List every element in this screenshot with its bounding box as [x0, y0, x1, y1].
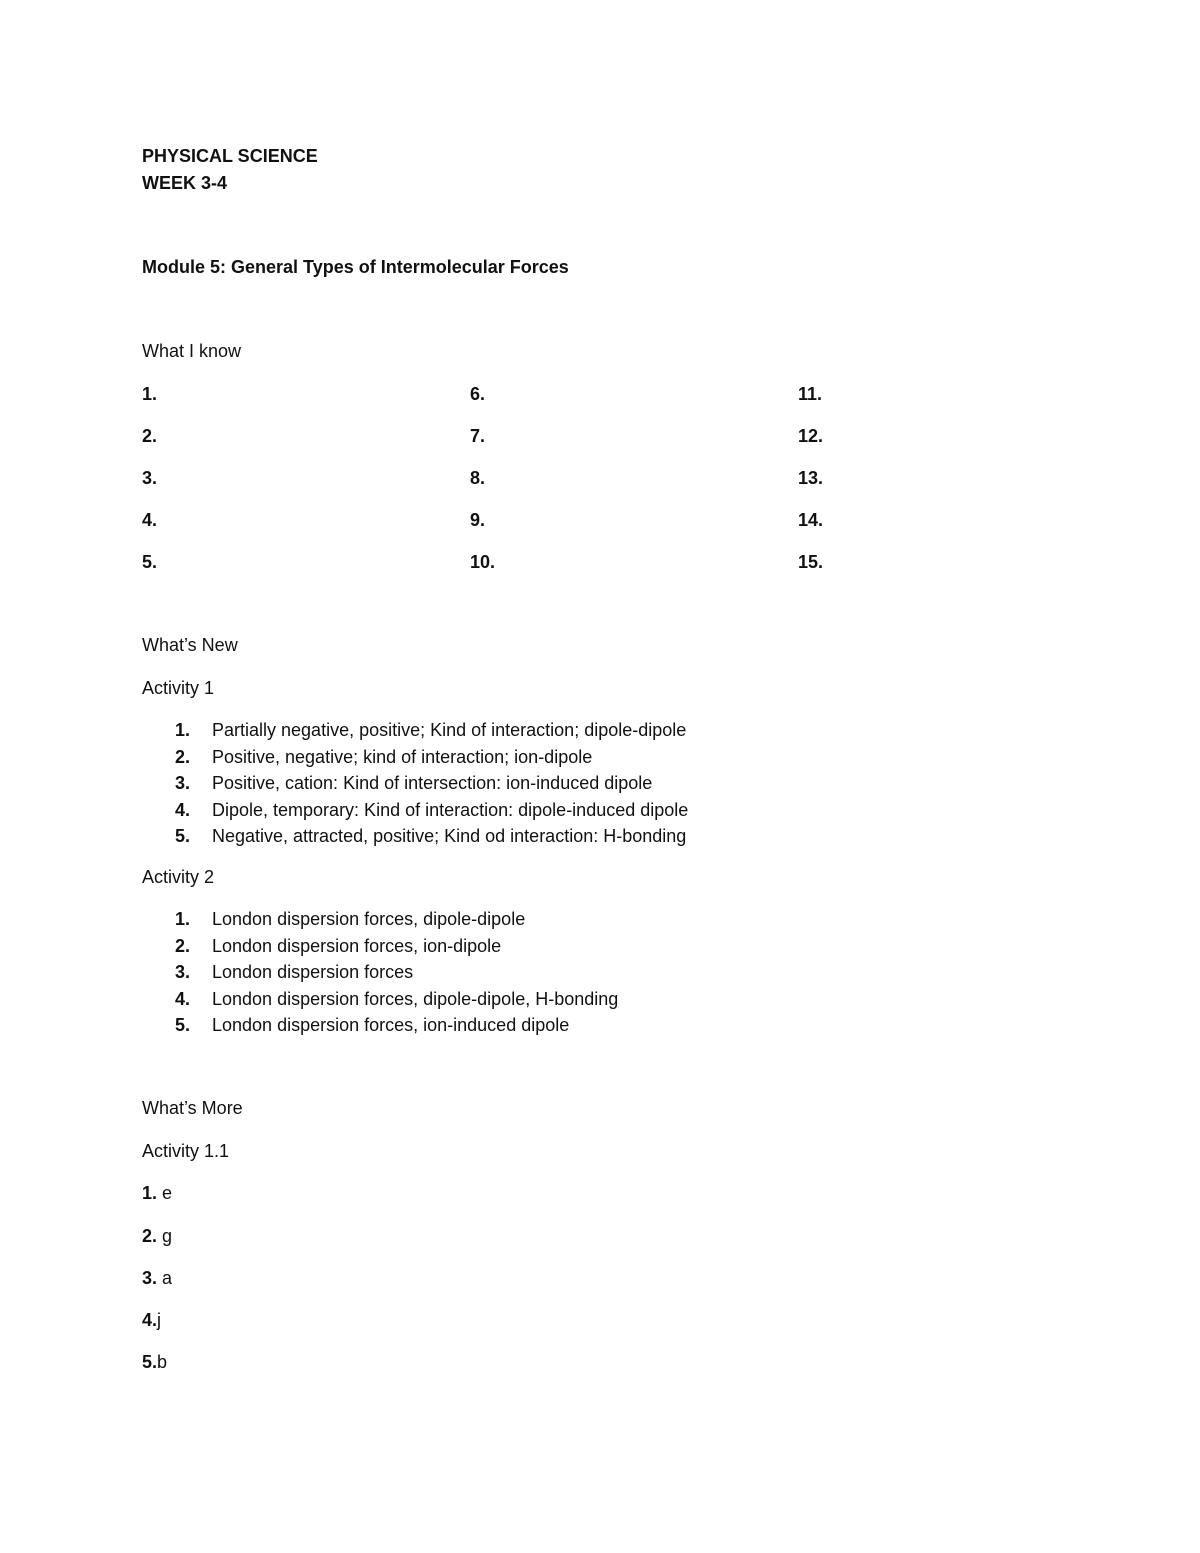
list-item-text: Positive, negative; kind of interaction; ion-dipole [212, 746, 593, 767]
module-title: Module 5: General Types of Intermolecular Forces [142, 257, 569, 277]
answer-number: 14. [798, 510, 824, 530]
answer-number: 15. [798, 552, 824, 572]
list-item-number: 2. [175, 746, 191, 767]
list-item-text: London dispersion forces, ion-dipole [212, 935, 502, 956]
answer-number: 2. [142, 1226, 158, 1246]
answer-number: 5. [142, 552, 158, 572]
answer-letter: g [157, 1226, 173, 1246]
answer-number: 2. [142, 426, 158, 446]
list-item-text: London dispersion forces, dipole-dipole, H-bonding [212, 988, 619, 1009]
list-item-text: Negative, attracted, positive; Kind od interaction: H-bonding [212, 826, 687, 846]
answer-number: 1. [142, 384, 158, 404]
answer-number: 3. [142, 1268, 158, 1288]
answer-number: 5. [142, 1352, 158, 1372]
list-item-number: 2. [175, 935, 191, 956]
answer-number: 9. [470, 510, 486, 530]
answer-line [142, 1309, 161, 1331]
answer-line [142, 1182, 172, 1204]
answer-letter: j [157, 1310, 162, 1330]
list-item-text: Partially negative, positive; Kind of interaction; dipole-dipole [212, 720, 687, 740]
answer-number: 12. [798, 426, 824, 446]
answer-line [142, 1351, 167, 1373]
list-item-number: 1. [175, 909, 191, 929]
list-item-number: 3. [175, 962, 191, 982]
answer-number: 11. [798, 384, 823, 404]
answer-number: 4. [142, 510, 158, 530]
subject-title: PHYSICAL SCIENCE [142, 146, 318, 166]
week-label: WEEK 3-4 [142, 173, 228, 193]
answer-number: 6. [470, 384, 486, 404]
list-item-text: London dispersion forces [212, 962, 414, 982]
list-item-number: 1. [175, 720, 191, 740]
answer-line [142, 1225, 172, 1247]
activity-2-title: Activity 2 [142, 867, 215, 887]
what-i-know-heading: What I know [142, 341, 242, 361]
list-item-text: Positive, cation: Kind of intersection: ion-induced dipole [212, 773, 653, 793]
list-item-number: 5. [175, 1015, 191, 1035]
answer-number: 1. [142, 1183, 158, 1203]
list-item-number: 3. [175, 773, 191, 793]
list-item-text: Dipole, temporary: Kind of interaction: dipole-induced dipole [212, 799, 689, 820]
answer-number: 7. [470, 426, 486, 446]
answer-number: 4. [142, 1310, 158, 1330]
answer-line [142, 1267, 172, 1289]
list-item-number: 4. [175, 988, 191, 1009]
list-item-text: London dispersion forces, dipole-dipole [212, 909, 526, 929]
answer-number: 10. [470, 552, 496, 572]
list-item-text: London dispersion forces, ion-induced dipole [212, 1015, 570, 1035]
activity-1-title: Activity 1 [142, 678, 215, 698]
whats-new-heading: What’s New [142, 635, 238, 655]
answer-letter: e [157, 1183, 173, 1203]
list-item-number: 5. [175, 826, 191, 846]
list-item-number: 4. [175, 799, 191, 820]
answer-number: 8. [470, 468, 486, 488]
whats-more-heading: What’s More [142, 1098, 243, 1118]
answer-letter: a [157, 1268, 173, 1288]
answer-number: 3. [142, 468, 158, 488]
activity-1-1-title: Activity 1.1 [142, 1141, 230, 1161]
answer-letter: b [157, 1352, 168, 1372]
answer-number: 13. [798, 468, 824, 488]
